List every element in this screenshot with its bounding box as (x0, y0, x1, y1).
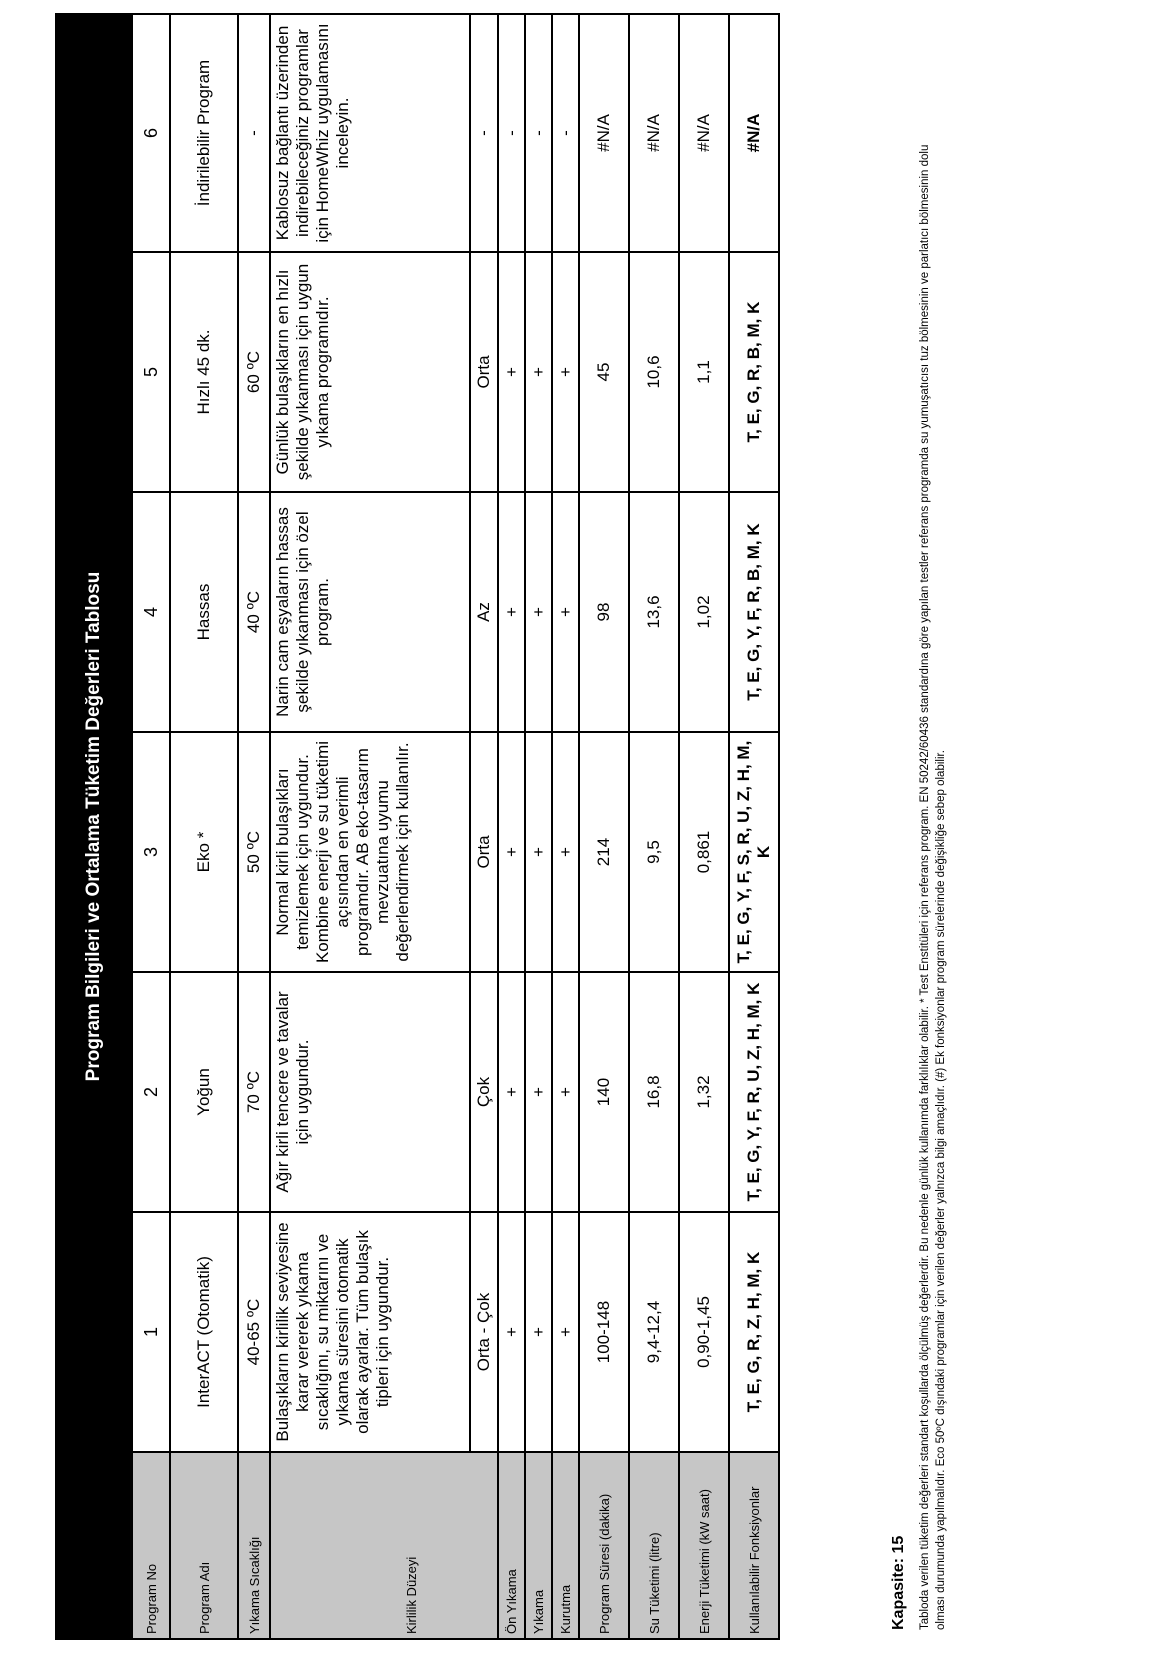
prewash-value: + (498, 972, 525, 1212)
available-functions: T, E, G, R, Z, H, M, K (729, 1212, 779, 1452)
row-soil-level (470, 14, 498, 1639)
wash-value: + (525, 972, 552, 1212)
soil-level: Orta (470, 732, 498, 972)
header-prewash: Ön Yıkama (498, 1452, 525, 1639)
table-title: Program Bilgileri ve Ortalama Tüketim Değerleri Tablosu (56, 14, 132, 1639)
available-functions: T, E, G, Y, F, S, R, U, Z, H, M, K (729, 732, 779, 972)
soil-level: - (470, 14, 498, 252)
prewash-value: + (498, 1212, 525, 1452)
drying-value: + (552, 1212, 579, 1452)
drying-value: + (552, 732, 579, 972)
program-description: Ağır kirli tencere ve tavalar için uygundur. (270, 972, 470, 1212)
program-name: Hızlı 45 dk. (170, 252, 238, 492)
prewash-value: + (498, 492, 525, 732)
drying-value: + (552, 492, 579, 732)
row-description (270, 14, 470, 1639)
program-description: Günlük bulaşıkların en hızlı şekilde yıkanması için uygun yıkama programıdır. (270, 252, 470, 492)
available-functions: T, E, G, Y, F, R, U, Z, H, M, K (729, 972, 779, 1212)
program-duration: 140 (579, 972, 629, 1212)
header-program-name: Program Adı (170, 1452, 238, 1639)
drying-value: + (552, 252, 579, 492)
energy-consumption: #N/A (679, 14, 729, 252)
footnote-text: Tabloda verilen tüketim değerleri standart koşullarda ölçülmüş değerlerdir. Bu nedenle günlük kullanımda farklılıklar olabilir. * Test Enstitüleri için referans program. EN 50242/60436 standardına göre yapılan testler referans programda su yumuşatıcısı tuz bölmesinin ve parlatıcı bölmesinin dolu olması durumunda yapılmalıdır. Eco 50ºC dışındaki programlar için verilen değerler yalnızca bilgi amaçlıdır. (#) Ek fonksiyonlar program sürelerinde değişikliğe sebep olabilir. (919, 144, 947, 1630)
soil-level: Orta - Çok (470, 1212, 498, 1452)
energy-consumption: 0,90-1,45 (679, 1212, 729, 1452)
program-duration: 45 (579, 252, 629, 492)
row-program-no (132, 14, 170, 1639)
row-energy (679, 14, 729, 1639)
program-no: 2 (132, 972, 170, 1212)
program-table (55, 13, 780, 1640)
wash-temperature: - (238, 14, 270, 252)
available-functions: T, E, G, Y, F, R, B, M, K (729, 492, 779, 732)
soil-level: Az (470, 492, 498, 732)
water-consumption: #N/A (629, 14, 679, 252)
header-temperature: Yıkama Sıcaklığı (238, 1452, 270, 1639)
program-description: Bulaşıkların kirlilik seviyesine karar vererek yıkama sıcaklığını, su miktarını ve yıkama süresini otomatik olarak ayarlar. Tüm bulaşık tipleri için uygundur. (270, 1212, 470, 1452)
row-program-name (170, 14, 238, 1639)
wash-value: + (525, 492, 552, 732)
energy-consumption: 1,1 (679, 252, 729, 492)
soil-level: Çok (470, 972, 498, 1212)
energy-consumption: 0,861 (679, 732, 729, 972)
program-no: 5 (132, 252, 170, 492)
row-wash (525, 14, 552, 1639)
drying-value: - (552, 14, 579, 252)
row-temperature (238, 14, 270, 1639)
program-duration: #N/A (579, 14, 629, 252)
header-soil-level: Kirlilik Düzeyi (270, 1452, 498, 1639)
program-name: Eko * (170, 732, 238, 972)
program-description: Kablosuz bağlantı üzerinden indirebileceğiniz programlar için HomeWhiz uygulamasını inceleyin. (270, 14, 470, 252)
program-name: Hassas (170, 492, 238, 732)
capacity-label: Kapasite: 15 (890, 1535, 907, 1630)
header-program-no: Program No (132, 1452, 170, 1639)
wash-value: + (525, 252, 552, 492)
wash-temperature: 40-65 ºC (238, 1212, 270, 1452)
row-drying (552, 14, 579, 1639)
wash-temperature: 40 ºC (238, 492, 270, 732)
program-description: Narin cam eşyaların hassas şekilde yıkanması için özel program. (270, 492, 470, 732)
header-energy: Enerji Tüketimi (kW saat) (679, 1452, 729, 1639)
wash-temperature: 70 ºC (238, 972, 270, 1212)
program-description: Normal kirli bulaşıkları temizlemek için uygundur. Kombine enerji ve su tüketimi açısından en verimli programdır. AB eko-tasarım mevzuatına uyumu değerlendirmek için kullanılır. (270, 732, 470, 972)
program-name: Yoğun (170, 972, 238, 1212)
header-duration: Program Süresi (dakika) (579, 1452, 629, 1639)
wash-temperature: 60 ºC (238, 252, 270, 492)
prewash-value: + (498, 252, 525, 492)
program-no: 6 (132, 14, 170, 252)
wash-temperature: 50 ºC (238, 732, 270, 972)
header-water: Su Tüketimi (litre) (629, 1452, 679, 1639)
available-functions: #N/A (729, 14, 779, 252)
water-consumption: 10,6 (629, 252, 679, 492)
row-duration (579, 14, 629, 1639)
water-consumption: 13,6 (629, 492, 679, 732)
wash-value: + (525, 732, 552, 972)
available-functions: T, E, G, R, B, M, K (729, 252, 779, 492)
program-no: 4 (132, 492, 170, 732)
soil-level: Orta (470, 252, 498, 492)
program-no: 1 (132, 1212, 170, 1452)
water-consumption: 9,4-12,4 (629, 1212, 679, 1452)
wash-value: - (525, 14, 552, 252)
program-duration: 100-148 (579, 1212, 629, 1452)
program-no: 3 (132, 732, 170, 972)
prewash-value: + (498, 732, 525, 972)
program-name: İndirilebilir Program (170, 14, 238, 252)
program-duration: 214 (579, 732, 629, 972)
program-duration: 98 (579, 492, 629, 732)
wash-value: + (525, 1212, 552, 1452)
header-wash: Yıkama (525, 1452, 552, 1639)
energy-consumption: 1,32 (679, 972, 729, 1212)
drying-value: + (552, 972, 579, 1212)
prewash-value: - (498, 14, 525, 252)
header-functions: Kullanılabilir Fonksiyonlar (729, 1452, 779, 1639)
water-consumption: 9,5 (629, 732, 679, 972)
energy-consumption: 1,02 (679, 492, 729, 732)
program-name: InterACT (Otomatik) (170, 1212, 238, 1452)
water-consumption: 16,8 (629, 972, 679, 1212)
header-drying: Kurutma (552, 1452, 579, 1639)
row-prewash (498, 14, 525, 1639)
rotated-page (45, 0, 945, 1640)
row-water (629, 14, 679, 1639)
row-functions (729, 14, 779, 1639)
